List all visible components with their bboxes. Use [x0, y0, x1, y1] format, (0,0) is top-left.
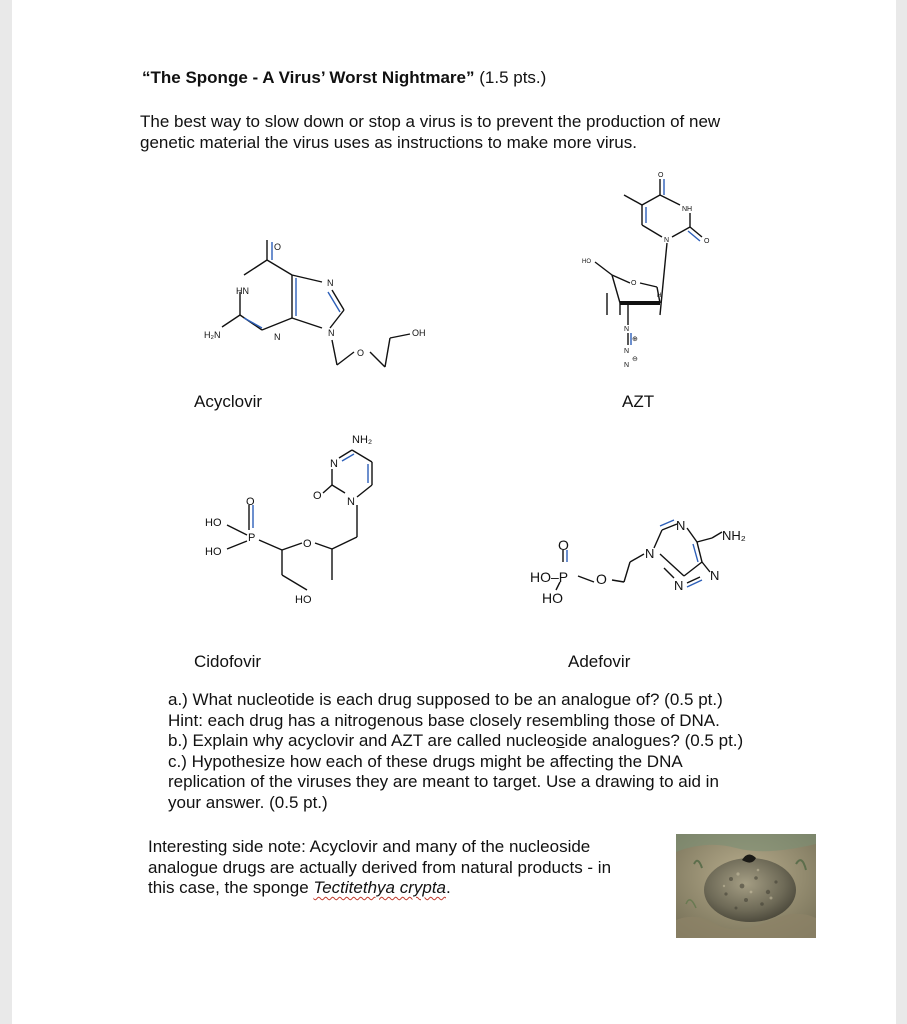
acyclovir-atom-hn: HN — [236, 286, 249, 296]
side-note — [148, 837, 668, 899]
question-b-post: ide analogues? (0.5 pt.) — [564, 731, 744, 750]
azt-atom-ho: HO — [582, 259, 591, 265]
adefovir-atom-n3: N — [674, 578, 684, 593]
question-c-line-1: c.) Hypothesize how each of these drugs might be affecting the DNA — [168, 751, 683, 771]
cidofovir-atom-ho2: HO — [205, 546, 222, 558]
cidofovir-atom-o-p: O — [246, 496, 255, 508]
adefovir-atom-hop: HO–P — [530, 569, 569, 585]
azt-charge-plus: ⊕ — [632, 336, 638, 343]
question-a: a.) What nucleotide is each drug supposed to be an analogue of? (0.5 pt.) — [168, 690, 723, 709]
question-c-line-3: your answer. (0.5 pt.) — [168, 792, 328, 812]
side-note-line-3-pre: this case, the sponge — [148, 878, 314, 897]
side-note-line-2: analogue drugs are actually derived from natural products - in — [148, 857, 612, 877]
azt-atom-o-top: O — [658, 172, 664, 179]
cidofovir-atom-o-keto: O — [313, 490, 322, 502]
page-title — [142, 68, 546, 88]
azt-atom-o-ring: O — [631, 280, 637, 287]
question-b-underlined-s: s — [556, 731, 565, 750]
adefovir-atom-n4: N — [710, 568, 720, 583]
adefovir-structure — [512, 510, 782, 615]
acyclovir-atom-n3: N — [328, 328, 335, 338]
azt-atom-h: H — [657, 293, 662, 299]
cidofovir-atom-o-chain: O — [303, 538, 312, 550]
acyclovir-atom-o-chain: O — [357, 348, 365, 358]
adefovir-atom-n1: N — [645, 546, 655, 561]
cidofovir-atom-n1: N — [330, 458, 338, 470]
azt-label: AZT — [622, 392, 655, 411]
cidofovir-atom-ho1: HO — [205, 517, 222, 529]
cidofovir-atom-p: P — [248, 532, 256, 544]
azt-atom-o-right: O — [704, 238, 710, 245]
adefovir-atom-nh2: NH₂ — [722, 528, 746, 543]
cidofovir-atom-ho3: HO — [295, 594, 312, 606]
adefovir-atom-ho: HO — [542, 590, 563, 606]
azt-charge-minus: ⊖ — [632, 356, 638, 363]
document-page — [12, 0, 896, 1024]
cidofovir-structure — [187, 425, 387, 610]
title-bold: “The Sponge - A Virus’ Worst Nightmare” — [142, 68, 475, 87]
question-b — [168, 731, 808, 752]
side-note-line-3-post: . — [446, 878, 451, 897]
species-name: Tectitethya crypta — [313, 878, 446, 897]
cidofovir-label: Cidofovir — [194, 652, 262, 671]
acyclovir-atom-oh: OH — [412, 328, 426, 338]
acyclovir-atom-h2n: H₂N — [204, 330, 221, 340]
sponge-photo — [676, 834, 816, 938]
acyclovir-atom-n1: N — [327, 278, 334, 288]
acyclovir-atom-o: O — [274, 242, 282, 252]
cidofovir-atom-n2: N — [347, 496, 355, 508]
acyclovir-structure — [182, 230, 442, 380]
question-c-line-2: replication of the viruses they are meant to target. Use a drawing to aid in — [168, 772, 719, 791]
intro-line-2: genetic material the virus uses as instructions to make more virus. — [140, 133, 637, 152]
acyclovir-atom-n2: N — [274, 332, 281, 342]
side-note-line-3 — [148, 878, 668, 899]
cidofovir-atom-nh2: NH₂ — [352, 434, 373, 446]
questions-block — [168, 690, 808, 813]
azt-atom-nh: NH — [682, 206, 693, 213]
adefovir-label: Adefovir — [568, 652, 631, 671]
azt-atom-n-azide-3: N — [624, 362, 630, 369]
adefovir-atom-n2: N — [676, 518, 686, 533]
azt-atom-n-ring: N — [664, 237, 670, 244]
azt-atom-n-azide-1: N — [624, 326, 630, 333]
acyclovir-label: Acyclovir — [194, 392, 263, 411]
adefovir-atom-o-chain: O — [596, 571, 607, 587]
intro-paragraph — [140, 111, 780, 153]
adefovir-atom-o-p: O — [558, 537, 569, 553]
question-hint: Hint: each drug has a nitrogenous base closely resembling those of DNA. — [168, 710, 720, 730]
azt-atom-n-azide-2: N — [624, 348, 630, 355]
title-points: (1.5 pts.) — [479, 68, 547, 87]
azt-structure — [562, 165, 732, 370]
intro-line-1: The best way to slow down or stop a virus is to prevent the production of new — [140, 112, 721, 131]
side-note-line-1: Interesting side note: Acyclovir and many of the nucleoside — [148, 837, 591, 856]
question-b-pre: b.) Explain why acyclovir and AZT are called nucleo — [168, 731, 557, 750]
